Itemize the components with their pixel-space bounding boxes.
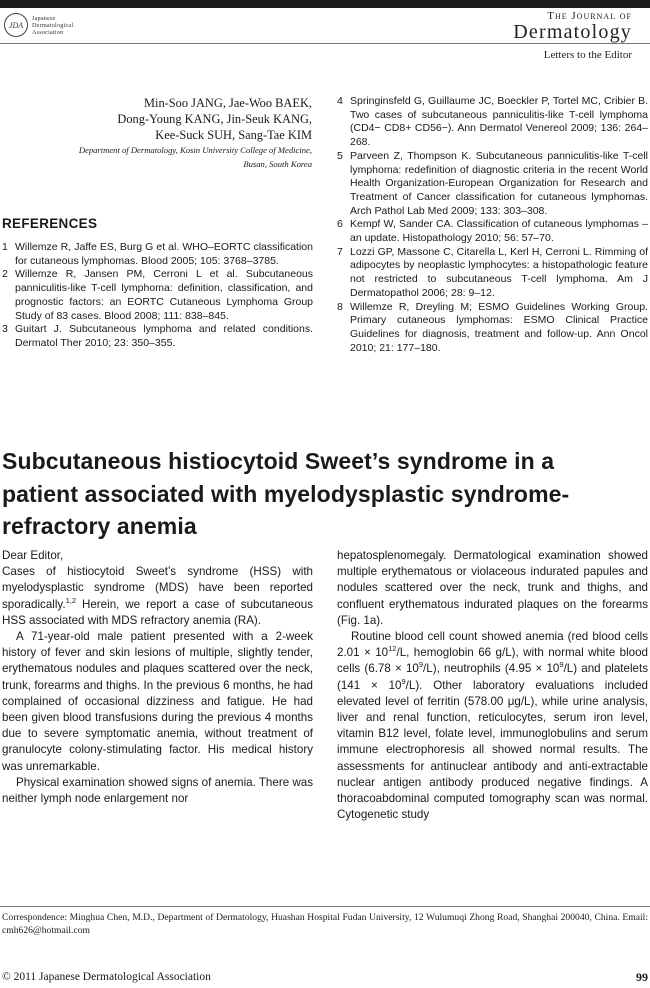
reference-item: 4 Springinsfeld G, Guillaume JC, Boeckler P, Tortel MC, Cribier B. Two cases of subcutaneous panniculitis-like T-cell lymphoma (CD4− CD8+ CD56−). Ann Dermatol Venereol 2009; 136: 264–268. <box>337 95 648 149</box>
body-column-right <box>337 548 648 823</box>
body-paragraph: Routine blood cell count showed anemia (red blood cells $2.01 \times 10^{12}/L$, hemoglobin 66 g/L), with normal white blood cells $(6.78 \times 10^9/L)$, neutrophils $(4.95 \times 10^9/L)$ and platelets $(141 \times 10^9/L)$. Other laboratory evaluations included elevated level of ferritin (578.00 μg/L), while urine analysis, liver and renal function, reticulocytes, serum iron level, vitamin B12 level, folate level, immunoglobulins and serum immune electrophoresis all showed normal results. The assessments for antinuclear antibody and anti-extractable nuclear antigen antibody produced negative findings. A thoracoabdominal computed tomography scan was normal. Cytogenetic study <box>337 630 649 822</box>
body-paragraph: A 71-year-old male patient presented with a 2-week history of fever and skin lesions of multiple, slightly tender, erythematous nodules and plaques scattered over the neck, trunk, forearms and thighs. In the previous 6 months, he had complained of occasional dizziness and fatigue. He had been given blood transfusions during the previous 4 months due to severe symptomatic anemia, without treatment of granulocyte colony-stimulating factor. His medical history was unremarkable. <box>2 630 313 773</box>
section-label: Letters to the Editor <box>543 49 632 61</box>
article-title: Subcutaneous histiocytoid Sweet’s syndrome in a patient associated with myelodysplastic syndrome-refractory anemia <box>2 448 570 540</box>
journal-title-big: Dermatology <box>513 21 632 43</box>
author-block <box>12 95 312 171</box>
page-number: 99 <box>636 970 648 984</box>
jda-logo <box>4 13 73 37</box>
author-line: Kee-Suck SUH, Sang-Tae KIM <box>155 128 312 142</box>
reference-item: 2 Willemze R, Jansen PM, Cerroni L et al. Subcutaneous panniculitis-like T-cell lymphoma: definition, classification, and prognostic factors: an EORTC Cutaneous Lymphoma Group Study of 83 cases. Blood 2008; 111: 838–845. <box>2 268 313 322</box>
reference-list-left <box>2 241 313 351</box>
reference-item: 7 Lozzi GP, Massone C, Citarella L, Kerl H, Cerroni L. Rimming of adipocytes by neoplastic lymphocytes: a histopathologic feature not restricted to subcutaneous T-cell lymphoma. Am J Dermatopathol 2006; 28: 9–12. <box>337 245 648 299</box>
top-bar <box>0 0 650 8</box>
body-paragraph: Cases of histiocytoid Sweet’s syndrome (HSS) with myelodysplastic syndrome (MDS) have been reported sporadically.$^{1,2}$ Herein, we report a case of subcutaneous HSS associated with MDS refractory anemia (RA). <box>2 565 313 627</box>
header-rule <box>0 43 650 44</box>
affiliation-line: Busan, South Korea <box>243 159 312 169</box>
reference-item: 1 Willemze R, Jaffe ES, Burg G et al. WHO–EORTC classification for cutaneous lymphomas. Blood 2005; 105: 3768–3785. <box>2 241 313 267</box>
journal-title-small: The Journal of <box>547 10 632 22</box>
author-line: Min-Soo JANG, Jae-Woo BAEK, <box>144 96 312 110</box>
jda-logo-icon: JDA <box>4 13 28 37</box>
reference-item: 6 Kempf W, Sander CA. Classification of cutaneous lymphomas – an update. Histopathology 2010; 56: 57–70. <box>337 218 648 245</box>
affiliation-line: Department of Dermatology, Kosin University College of Medicine, <box>78 145 312 155</box>
references-heading: REFERENCES <box>2 216 98 231</box>
journal-title <box>513 10 632 42</box>
copyright: © 2011 Japanese Dermatological Association <box>2 971 211 983</box>
reference-item: 8 Willemze R, Dreyling M; ESMO Guidelines Working Group. Primary cutaneous lymphomas: ESMO Clinical Practice Guidelines for diagnosis, treatment and follow-up. Ann Oncol 2010; 21: 177–180. <box>337 300 648 354</box>
body-paragraph: Physical examination showed signs of anemia. There was neither lymph node enlargement nor <box>2 775 313 806</box>
correspondence-note: Correspondence: Minghua Chen, M.D., Department of Dermatology, Huashan Hospital Fudan University, 12 Wulumuqi Zhong Road, Shanghai 200040, China. Email: cmh626@hotmail.com <box>2 912 648 936</box>
author-line: Dong-Young KANG, Jin-Seuk KANG, <box>117 112 312 126</box>
body-column-left <box>2 548 313 807</box>
body-paragraph-continued: hepatosplenomegaly. Dermatological examination showed multiple erythematous or violaceous indurated papules and nodules scattered over the neck, trunk and thighs, and confluent erythematous indurated plaques on the forearms (Fig. 1a). <box>337 549 648 627</box>
reference-item: 5 Parveen Z, Thompson K. Subcutaneous panniculitis-like T-cell lymphoma: redefinition of diagnostic criteria in the recent World Health Organization-European Organization for Research and Treatment of Cancer classification for cutaneous lymphomas. Arch Pathol Lab Med 2009; 133: 303–308. <box>337 149 648 217</box>
footnote-rule <box>0 906 650 907</box>
salutation: Dear Editor, <box>2 549 64 562</box>
reference-list-right <box>337 95 648 355</box>
reference-item: 3 Guitart J. Subcutaneous lymphoma and related conditions. Dermatol Ther 2010; 23: 350–355. <box>2 323 313 349</box>
jda-logo-text: Japanese Dermatological Association <box>32 14 74 36</box>
